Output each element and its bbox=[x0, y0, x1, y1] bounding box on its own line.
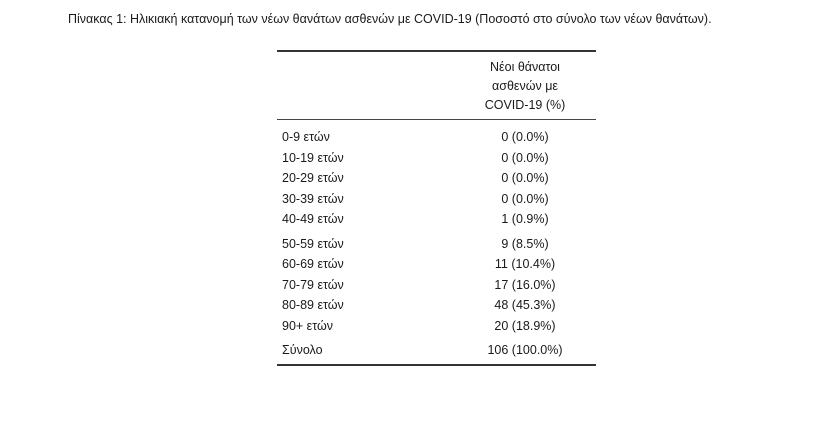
deaths-value: 9 (8.5%) bbox=[501, 236, 549, 251]
table-row bbox=[277, 189, 596, 210]
deaths-value: 11 (10.4%) bbox=[494, 257, 556, 271]
table-caption: Πίνακας 1: Ηλικιακή κατανομή των νέων θανάτων ασθενών με COVID-19 (Ποσοστό στο σύνολο των νέων θανάτων). bbox=[68, 12, 712, 26]
age-group-label: 90+ ετών bbox=[282, 318, 334, 333]
age-distribution-table bbox=[277, 50, 596, 366]
age-group-label: 60-69 ετών bbox=[282, 257, 344, 271]
age-group-label: 20-29 ετών bbox=[282, 171, 344, 185]
deaths-value: 0 (0.0%) bbox=[501, 130, 549, 144]
table-row bbox=[277, 168, 596, 189]
table-row bbox=[277, 295, 596, 316]
deaths-value: 0 (0.0%) bbox=[501, 171, 549, 185]
age-group-label: 70-79 ετών bbox=[282, 277, 344, 292]
table-row bbox=[277, 316, 596, 337]
table-row bbox=[277, 234, 596, 255]
total-value: 106 (100.0%) bbox=[487, 343, 563, 357]
table-row bbox=[277, 148, 596, 169]
table-row bbox=[277, 275, 596, 296]
age-group-label: 30-39 ετών bbox=[282, 191, 344, 206]
column-header-line: COVID-19 (%) bbox=[484, 98, 566, 112]
age-group-label: 0-9 ετών bbox=[282, 130, 330, 144]
deaths-value: 0 (0.0%) bbox=[501, 150, 549, 165]
deaths-value: 1 (0.9%) bbox=[501, 212, 549, 226]
deaths-value: 48 (45.3%) bbox=[494, 298, 556, 312]
deaths-value: 0 (0.0%) bbox=[501, 191, 549, 206]
column-header-line: Νέοι θάνατοι bbox=[490, 60, 560, 74]
age-group-label: 40-49 ετών bbox=[282, 212, 344, 226]
column-header-line: ασθενών με bbox=[492, 79, 558, 93]
deaths-value: 20 (18.9%) bbox=[494, 318, 556, 333]
table-header bbox=[277, 52, 596, 119]
age-group-label: 10-19 ετών bbox=[282, 150, 344, 165]
age-group-label: 50-59 ετών bbox=[282, 236, 344, 251]
table-row bbox=[277, 209, 596, 230]
table-row bbox=[277, 254, 596, 275]
total-label: Σύνολο bbox=[282, 343, 323, 357]
column-header bbox=[460, 58, 590, 115]
table-row bbox=[277, 127, 596, 148]
deaths-value: 17 (16.0%) bbox=[494, 277, 556, 292]
age-group-label: 80-89 ετών bbox=[282, 298, 344, 312]
table-bottom-rule bbox=[277, 364, 596, 366]
table-total-row bbox=[277, 340, 596, 361]
